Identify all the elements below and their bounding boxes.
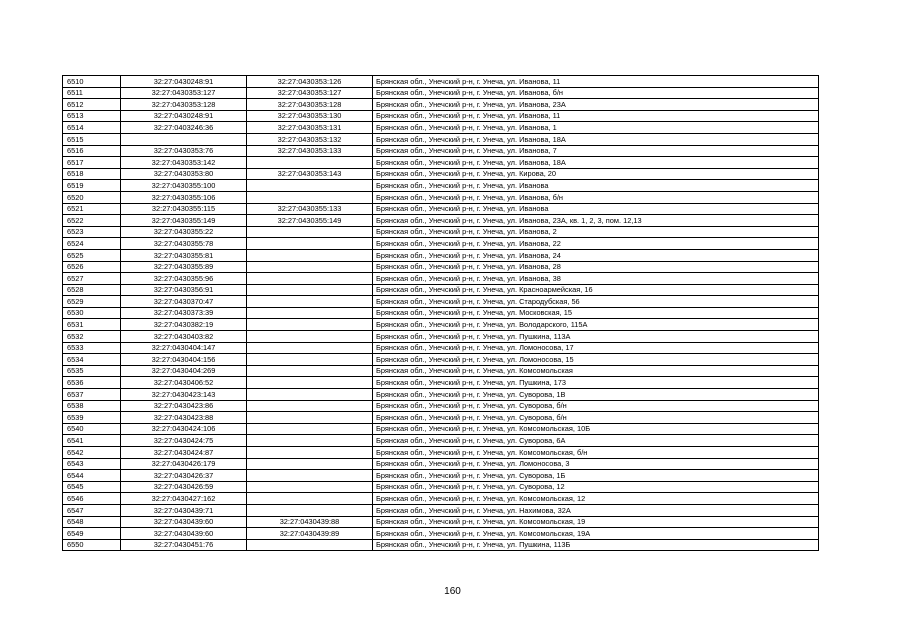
- row-number-cell: 6511: [63, 87, 121, 99]
- table-body: [63, 76, 819, 551]
- land-cadastral-number-cell: 32:27:0430353:76: [121, 145, 247, 157]
- row-number-cell: 6528: [63, 284, 121, 296]
- land-cadastral-number-cell: 32:27:0430439:71: [121, 504, 247, 516]
- row-number-cell: 6514: [63, 122, 121, 134]
- land-cadastral-number-cell: 32:27:0430356:91: [121, 284, 247, 296]
- table-row: [63, 331, 819, 343]
- table-row: [63, 412, 819, 424]
- table-row: [63, 296, 819, 308]
- row-number-cell: 6536: [63, 377, 121, 389]
- land-cadastral-number-cell: 32:27:0430403:82: [121, 331, 247, 343]
- land-cadastral-number-cell: 32:27:0430423:143: [121, 389, 247, 401]
- row-number-cell: 6542: [63, 447, 121, 459]
- object-cadastral-number-cell: [247, 331, 373, 343]
- table-row: [63, 215, 819, 227]
- land-cadastral-number-cell: 32:27:0430353:80: [121, 168, 247, 180]
- table-row: [63, 423, 819, 435]
- land-cadastral-number-cell: 32:27:0430382:19: [121, 319, 247, 331]
- row-number-cell: 6550: [63, 539, 121, 551]
- object-cadastral-number-cell: [247, 504, 373, 516]
- land-cadastral-number-cell: 32:27:0430353:128: [121, 99, 247, 111]
- row-number-cell: 6529: [63, 296, 121, 308]
- land-cadastral-number-cell: [121, 133, 247, 145]
- land-cadastral-number-cell: 32:27:0430355:149: [121, 215, 247, 227]
- row-number-cell: 6520: [63, 191, 121, 203]
- address-cell: Брянская обл., Унечский р-н, г. Унеча, ул. Иванова, 1: [373, 122, 819, 134]
- object-cadastral-number-cell: [247, 238, 373, 250]
- row-number-cell: 6544: [63, 470, 121, 482]
- object-cadastral-number-cell: [247, 249, 373, 261]
- table-row: [63, 273, 819, 285]
- address-cell: Брянская обл., Унечский р-н, г. Унеча, ул. Пушкина, 113Б: [373, 539, 819, 551]
- land-cadastral-number-cell: 32:27:0430424:106: [121, 423, 247, 435]
- address-cell: Брянская обл., Унечский р-н, г. Унеча, ул. Комсомольская, 19А: [373, 528, 819, 540]
- address-cell: Брянская обл., Унечский р-н, г. Унеча, ул. Иванова, 28: [373, 261, 819, 273]
- address-cell: Брянская обл., Унечский р-н, г. Унеча, ул. Иванова, б/н: [373, 87, 819, 99]
- land-cadastral-number-cell: 32:27:0430451:76: [121, 539, 247, 551]
- table-row: [63, 122, 819, 134]
- table-row: [63, 110, 819, 122]
- row-number-cell: 6530: [63, 307, 121, 319]
- object-cadastral-number-cell: [247, 354, 373, 366]
- object-cadastral-number-cell: 32:27:0430353:143: [247, 168, 373, 180]
- table-row: [63, 307, 819, 319]
- land-cadastral-number-cell: 32:27:0430426:37: [121, 470, 247, 482]
- object-cadastral-number-cell: [247, 284, 373, 296]
- object-cadastral-number-cell: [247, 226, 373, 238]
- object-cadastral-number-cell: [247, 481, 373, 493]
- land-cadastral-number-cell: 32:27:0430439:60: [121, 516, 247, 528]
- row-number-cell: 6538: [63, 400, 121, 412]
- object-cadastral-number-cell: [247, 191, 373, 203]
- object-cadastral-number-cell: [247, 273, 373, 285]
- row-number-cell: 6517: [63, 157, 121, 169]
- address-cell: Брянская обл., Унечский р-н, г. Унеча, ул. Стародубская, 56: [373, 296, 819, 308]
- table-row: [63, 435, 819, 447]
- land-cadastral-number-cell: 32:27:0430355:96: [121, 273, 247, 285]
- row-number-cell: 6523: [63, 226, 121, 238]
- row-number-cell: 6535: [63, 365, 121, 377]
- table-row: [63, 470, 819, 482]
- table-row: [63, 249, 819, 261]
- land-cadastral-number-cell: 32:27:0430424:87: [121, 447, 247, 459]
- land-cadastral-number-cell: 32:27:0430355:115: [121, 203, 247, 215]
- address-cell: Брянская обл., Унечский р-н, г. Унеча, ул. Иванова, 23А, кв. 1, 2, 3, пом. 12,13: [373, 215, 819, 227]
- address-cell: Брянская обл., Унечский р-н, г. Унеча, ул. Иванова, 18А: [373, 133, 819, 145]
- land-cadastral-number-cell: 32:27:0430404:147: [121, 342, 247, 354]
- address-cell: Брянская обл., Унечский р-н, г. Унеча, ул. Московская, 15: [373, 307, 819, 319]
- address-cell: Брянская обл., Унечский р-н, г. Унеча, ул. Комсомольская, б/н: [373, 447, 819, 459]
- land-cadastral-number-cell: 32:27:0430423:88: [121, 412, 247, 424]
- row-number-cell: 6510: [63, 76, 121, 88]
- row-number-cell: 6513: [63, 110, 121, 122]
- address-cell: Брянская обл., Унечский р-н, г. Унеча, ул. Суворова, б/н: [373, 400, 819, 412]
- table-row: [63, 76, 819, 88]
- land-cadastral-number-cell: 32:27:0430423:86: [121, 400, 247, 412]
- land-cadastral-number-cell: 32:27:0430404:156: [121, 354, 247, 366]
- row-number-cell: 6532: [63, 331, 121, 343]
- row-number-cell: 6534: [63, 354, 121, 366]
- row-number-cell: 6526: [63, 261, 121, 273]
- address-cell: Брянская обл., Унечский р-н, г. Унеча, ул. Суворова, б/н: [373, 412, 819, 424]
- land-cadastral-number-cell: 32:27:0430427:162: [121, 493, 247, 505]
- address-cell: Брянская обл., Унечский р-н, г. Унеча, ул. Ломоносова, 3: [373, 458, 819, 470]
- land-cadastral-number-cell: 32:27:0430355:78: [121, 238, 247, 250]
- land-cadastral-number-cell: 32:27:0430353:142: [121, 157, 247, 169]
- object-cadastral-number-cell: 32:27:0430353:132: [247, 133, 373, 145]
- row-number-cell: 6525: [63, 249, 121, 261]
- address-cell: Брянская обл., Унечский р-н, г. Унеча, ул. Нахимова, 32А: [373, 504, 819, 516]
- land-cadastral-number-cell: 32:27:0430406:52: [121, 377, 247, 389]
- row-number-cell: 6518: [63, 168, 121, 180]
- row-number-cell: 6531: [63, 319, 121, 331]
- table-row: [63, 539, 819, 551]
- object-cadastral-number-cell: [247, 365, 373, 377]
- row-number-cell: 6512: [63, 99, 121, 111]
- address-cell: Брянская обл., Унечский р-н, г. Унеча, ул. Суворова, 6А: [373, 435, 819, 447]
- land-cadastral-number-cell: 32:27:0430426:179: [121, 458, 247, 470]
- land-cadastral-number-cell: 32:27:0430370:47: [121, 296, 247, 308]
- object-cadastral-number-cell: [247, 470, 373, 482]
- land-cadastral-number-cell: 32:27:0430355:106: [121, 191, 247, 203]
- address-cell: Брянская обл., Унечский р-н, г. Унеча, ул. Иванова, 2: [373, 226, 819, 238]
- object-cadastral-number-cell: [247, 389, 373, 401]
- table-row: [63, 389, 819, 401]
- table-row: [63, 528, 819, 540]
- table-row: [63, 87, 819, 99]
- row-number-cell: 6516: [63, 145, 121, 157]
- row-number-cell: 6547: [63, 504, 121, 516]
- row-number-cell: 6519: [63, 180, 121, 192]
- address-cell: Брянская обл., Унечский р-н, г. Унеча, ул. Иванова, 24: [373, 249, 819, 261]
- table-row: [63, 157, 819, 169]
- object-cadastral-number-cell: [247, 180, 373, 192]
- row-number-cell: 6546: [63, 493, 121, 505]
- row-number-cell: 6541: [63, 435, 121, 447]
- object-cadastral-number-cell: 32:27:0430353:126: [247, 76, 373, 88]
- address-cell: Брянская обл., Унечский р-н, г. Унеча, ул. Ломоносова, 15: [373, 354, 819, 366]
- table-row: [63, 238, 819, 250]
- table-row: [63, 180, 819, 192]
- address-cell: Брянская обл., Унечский р-н, г. Унеча, ул. Комсомольская, 19: [373, 516, 819, 528]
- land-cadastral-number-cell: 32:27:0430248:91: [121, 110, 247, 122]
- address-cell: Брянская обл., Унечский р-н, г. Унеча, ул. Комсомольская: [373, 365, 819, 377]
- object-cadastral-number-cell: [247, 157, 373, 169]
- table-row: [63, 145, 819, 157]
- table-row: [63, 168, 819, 180]
- object-cadastral-number-cell: [247, 342, 373, 354]
- object-cadastral-number-cell: [247, 377, 373, 389]
- address-cell: Брянская обл., Унечский р-н, г. Унеча, ул. Иванова, 11: [373, 76, 819, 88]
- table-row: [63, 365, 819, 377]
- land-cadastral-number-cell: 32:27:0430439:60: [121, 528, 247, 540]
- address-cell: Брянская обл., Унечский р-н, г. Унеча, ул. Иванова, 11: [373, 110, 819, 122]
- table-row: [63, 458, 819, 470]
- address-cell: Брянская обл., Унечский р-н, г. Унеча, ул. Иванова, 22: [373, 238, 819, 250]
- land-cadastral-number-cell: 32:27:0430373:39: [121, 307, 247, 319]
- address-cell: Брянская обл., Унечский р-н, г. Унеча, ул. Суворова, 12: [373, 481, 819, 493]
- address-cell: Брянская обл., Унечский р-н, г. Унеча, ул. Комсомольская, 10Б: [373, 423, 819, 435]
- table-row: [63, 319, 819, 331]
- address-cell: Брянская обл., Унечский р-н, г. Унеча, ул. Иванова: [373, 203, 819, 215]
- object-cadastral-number-cell: [247, 458, 373, 470]
- row-number-cell: 6515: [63, 133, 121, 145]
- object-cadastral-number-cell: 32:27:0430355:133: [247, 203, 373, 215]
- address-cell: Брянская обл., Унечский р-н, г. Унеча, ул. Иванова, 7: [373, 145, 819, 157]
- table-row: [63, 354, 819, 366]
- address-cell: Брянская обл., Унечский р-н, г. Унеча, ул. Иванова: [373, 180, 819, 192]
- address-cell: Брянская обл., Унечский р-н, г. Унеча, ул. Комсомольская, 12: [373, 493, 819, 505]
- object-cadastral-number-cell: 32:27:0430439:88: [247, 516, 373, 528]
- table-row: [63, 284, 819, 296]
- object-cadastral-number-cell: [247, 423, 373, 435]
- row-number-cell: 6540: [63, 423, 121, 435]
- table-row: [63, 516, 819, 528]
- land-cadastral-number-cell: 32:27:0430248:91: [121, 76, 247, 88]
- row-number-cell: 6524: [63, 238, 121, 250]
- object-cadastral-number-cell: 32:27:0430439:89: [247, 528, 373, 540]
- address-cell: Брянская обл., Унечский р-н, г. Унеча, ул. Суворова, 1Б: [373, 470, 819, 482]
- address-cell: Брянская обл., Унечский р-н, г. Унеча, ул. Иванова, 18А: [373, 157, 819, 169]
- row-number-cell: 6533: [63, 342, 121, 354]
- address-cell: Брянская обл., Унечский р-н, г. Унеча, ул. Пушкина, 173: [373, 377, 819, 389]
- table-row: [63, 203, 819, 215]
- row-number-cell: 6522: [63, 215, 121, 227]
- object-cadastral-number-cell: [247, 400, 373, 412]
- table-row: [63, 447, 819, 459]
- object-cadastral-number-cell: [247, 539, 373, 551]
- object-cadastral-number-cell: [247, 412, 373, 424]
- table-row: [63, 481, 819, 493]
- address-cell: Брянская обл., Унечский р-н, г. Унеча, ул. Кирова, 20: [373, 168, 819, 180]
- table-row: [63, 261, 819, 273]
- land-cadastral-number-cell: 32:27:0430355:81: [121, 249, 247, 261]
- land-cadastral-number-cell: 32:27:0430355:100: [121, 180, 247, 192]
- address-cell: Брянская обл., Унечский р-н, г. Унеча, ул. Володарского, 115А: [373, 319, 819, 331]
- land-cadastral-number-cell: 32:27:0430355:89: [121, 261, 247, 273]
- object-cadastral-number-cell: [247, 296, 373, 308]
- table-row: [63, 493, 819, 505]
- object-cadastral-number-cell: 32:27:0430353:128: [247, 99, 373, 111]
- row-number-cell: 6548: [63, 516, 121, 528]
- table-row: [63, 342, 819, 354]
- row-number-cell: 6527: [63, 273, 121, 285]
- object-cadastral-number-cell: 32:27:0430353:127: [247, 87, 373, 99]
- object-cadastral-number-cell: [247, 261, 373, 273]
- object-cadastral-number-cell: [247, 435, 373, 447]
- table-row: [63, 400, 819, 412]
- land-cadastral-number-cell: 32:27:0430424:75: [121, 435, 247, 447]
- land-cadastral-number-cell: 32:27:0430426:59: [121, 481, 247, 493]
- address-cell: Брянская обл., Унечский р-н, г. Унеча, ул. Пушкина, 113А: [373, 331, 819, 343]
- table-row: [63, 99, 819, 111]
- table-row: [63, 504, 819, 516]
- row-number-cell: 6537: [63, 389, 121, 401]
- row-number-cell: 6539: [63, 412, 121, 424]
- object-cadastral-number-cell: [247, 319, 373, 331]
- page-number: 160: [444, 586, 461, 597]
- address-cell: Брянская обл., Унечский р-н, г. Унеча, ул. Иванова, б/н: [373, 191, 819, 203]
- object-cadastral-number-cell: [247, 493, 373, 505]
- land-cadastral-number-cell: 32:27:0403246:36: [121, 122, 247, 134]
- object-cadastral-number-cell: [247, 307, 373, 319]
- land-cadastral-number-cell: 32:27:0430355:22: [121, 226, 247, 238]
- address-cell: Брянская обл., Унечский р-н, г. Унеча, ул. Иванова, 23А: [373, 99, 819, 111]
- address-cell: Брянская обл., Унечский р-н, г. Унеча, ул. Иванова, 38: [373, 273, 819, 285]
- object-cadastral-number-cell: 32:27:0430353:133: [247, 145, 373, 157]
- cadastral-table: [62, 75, 819, 551]
- row-number-cell: 6521: [63, 203, 121, 215]
- row-number-cell: 6545: [63, 481, 121, 493]
- address-cell: Брянская обл., Унечский р-н, г. Унеча, ул. Ломоносова, 17: [373, 342, 819, 354]
- land-cadastral-number-cell: 32:27:0430404:269: [121, 365, 247, 377]
- table-row: [63, 226, 819, 238]
- land-cadastral-number-cell: 32:27:0430353:127: [121, 87, 247, 99]
- object-cadastral-number-cell: 32:27:0430355:149: [247, 215, 373, 227]
- object-cadastral-number-cell: 32:27:0430353:131: [247, 122, 373, 134]
- row-number-cell: 6543: [63, 458, 121, 470]
- object-cadastral-number-cell: 32:27:0430353:130: [247, 110, 373, 122]
- address-cell: Брянская обл., Унечский р-н, г. Унеча, ул. Красноармейская, 16: [373, 284, 819, 296]
- table-row: [63, 191, 819, 203]
- row-number-cell: 6549: [63, 528, 121, 540]
- table-row: [63, 133, 819, 145]
- address-cell: Брянская обл., Унечский р-н, г. Унеча, ул. Суворова, 1В: [373, 389, 819, 401]
- object-cadastral-number-cell: [247, 447, 373, 459]
- table-row: [63, 377, 819, 389]
